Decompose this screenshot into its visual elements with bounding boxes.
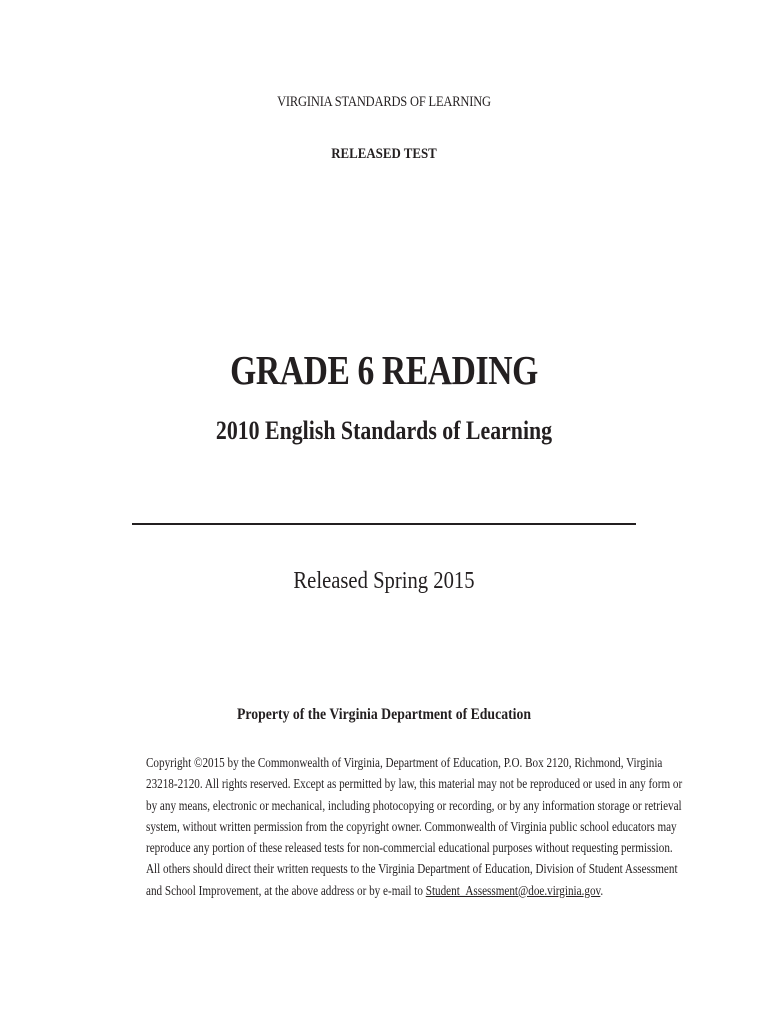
copyright-line: by any means, electronic or mechanical, including photocopying or recording, or by any information storage or retrieval <box>146 797 682 813</box>
copyright-line: 23218-2120. All rights reserved. Except as permitted by law, this material may not be reproduced or used in any form or <box>146 776 683 792</box>
release-date: Released Spring 2015 <box>293 568 475 594</box>
header-organization: VIRGINIA STANDARDS OF LEARNING <box>277 94 491 110</box>
property-notice: Property of the Virginia Department of Education <box>236 706 532 723</box>
email-link[interactable]: Student_Assessment@doe.virginia.gov <box>425 882 601 898</box>
copyright-last-line-prefix: and School Improvement, at the above address or by e-mail to <box>146 882 426 898</box>
copyright-line: reproduce any portion of these released tests for non-commercial educational purposes without requesting permission. <box>146 840 673 856</box>
copyright-last-line-suffix: . <box>600 882 604 898</box>
page-title: GRADE 6 READING <box>230 347 538 393</box>
copyright-notice <box>146 752 683 901</box>
divider-rule <box>132 523 636 525</box>
copyright-line: All others should direct their written requests to the Virginia Department of Education, Division of Student Assessment <box>146 861 678 877</box>
copyright-line: Copyright ©2015 by the Commonwealth of Virginia, Department of Education, P.O. Box 2120, Richmond, Virginia <box>146 755 663 770</box>
page-subtitle: 2010 English Standards of Learning <box>215 416 553 445</box>
copyright-line: system, without written permission from the copyright owner. Commonwealth of Virginia public school educators may <box>146 818 677 834</box>
header-released-test: RELEASED TEST <box>331 146 437 162</box>
copyright-last-line <box>146 880 604 901</box>
